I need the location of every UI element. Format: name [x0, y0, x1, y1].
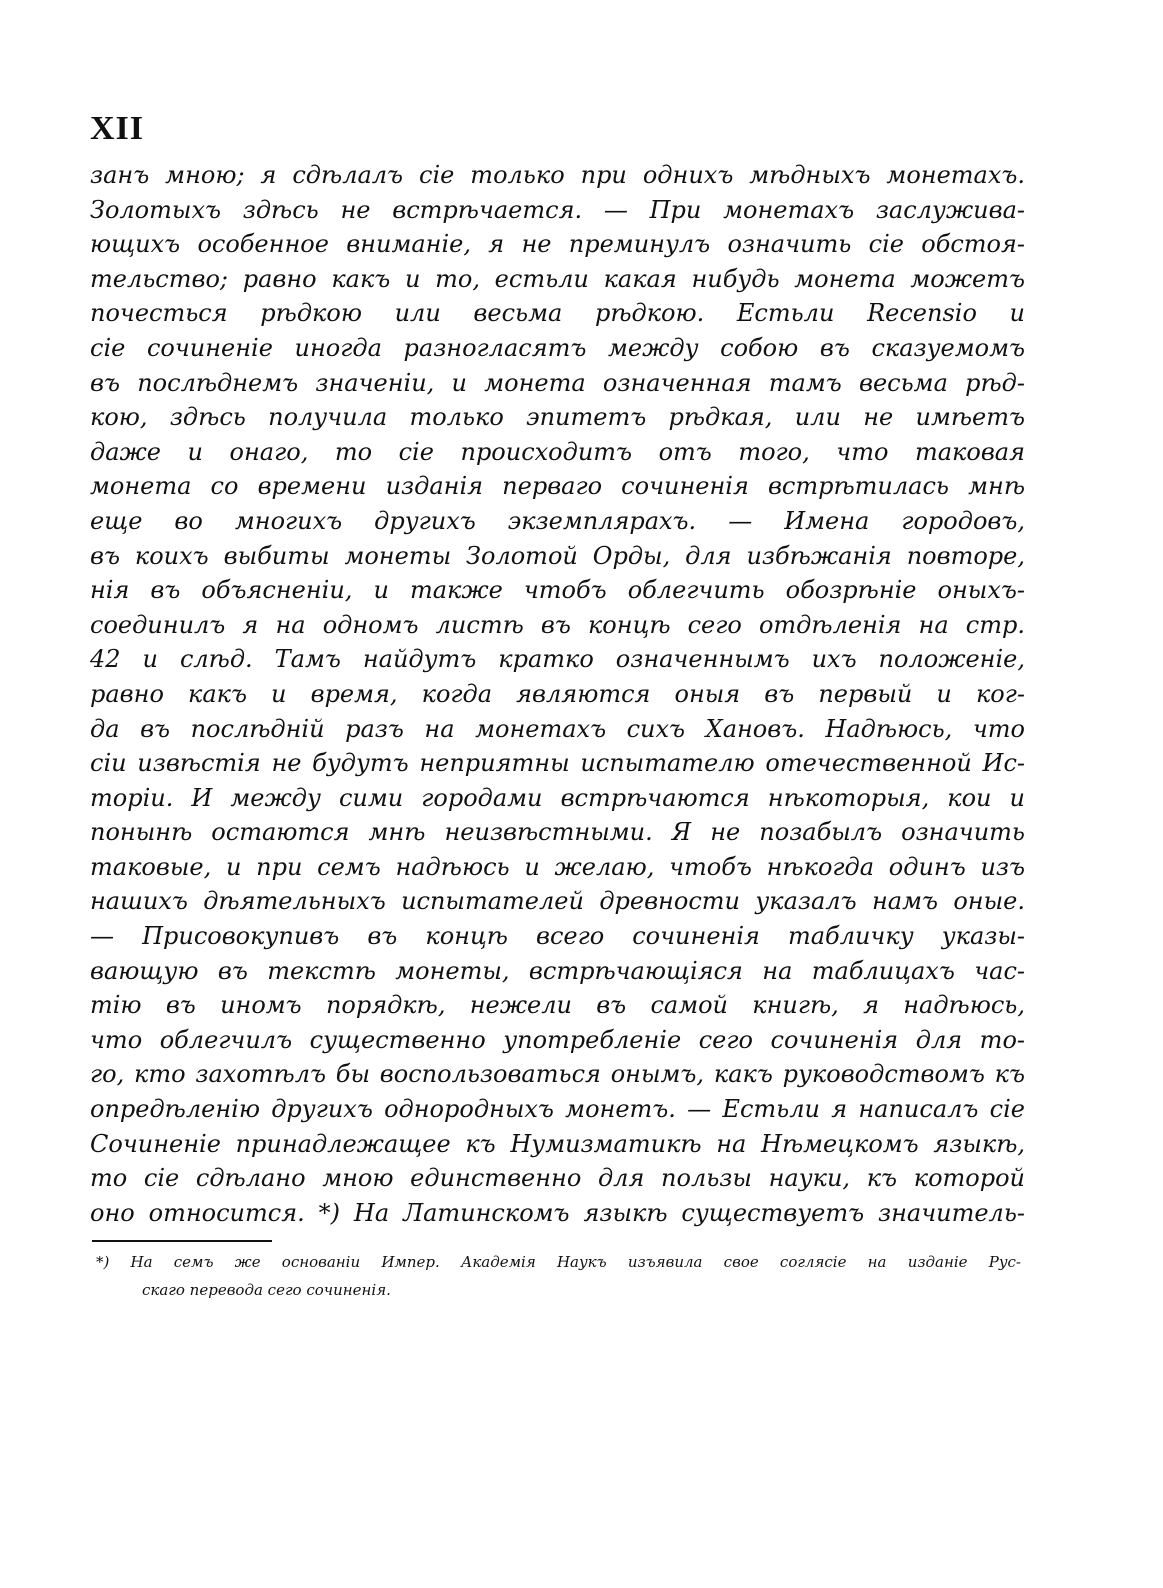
text-line: почесться рѣдкою или весьма рѣдкою. Естьли Recensio и: [90, 299, 1025, 328]
text-line: го, кто захотѣлъ бы воспользоваться онымъ, какъ руководствомъ къ: [90, 1060, 1025, 1089]
text-line: понынѣ остаются мнѣ неизвѣстными. Я не позабылъ означить: [90, 818, 1025, 847]
text-line: — Присовокупивъ въ концѣ всего сочиненія табличку указы-: [90, 922, 1025, 951]
footnote-line: скаго перевода сего сочиненія.: [142, 1281, 391, 1299]
text-line: нія въ объясненіи, и также чтобъ облегчить обозрѣніе оныхъ-: [90, 576, 1025, 605]
text-line: нашихъ дѣятельныхъ испытателей древности указалъ намъ оные.: [90, 887, 1025, 916]
text-line: въ послѣднемъ значеніи, и монета означенная тамъ весьма рѣд-: [90, 368, 1025, 397]
text-line: Золотыхъ здѣсь не встрѣчается. — При монетахъ заслужива-: [90, 195, 1025, 224]
footnote: [96, 1248, 1021, 1304]
text-line: торіи. И между сими городами встрѣчаются нѣкоторыя, кои и: [90, 783, 1025, 812]
text-line: соединилъ я на одномъ листѣ въ концѣ сего отдѣленія на стр.: [90, 610, 1025, 639]
text-line: Сочиненіе принадлежащее къ Нумизматикѣ на Нѣмецкомъ языкѣ,: [90, 1129, 1025, 1158]
footnote-divider: [92, 1240, 272, 1242]
text-line: вающую въ текстѣ монеты, встрѣчающіяся на таблицахъ час-: [90, 956, 1025, 985]
text-line: кою, здѣсь получила только эпитетъ рѣдкая, или не имѣетъ: [90, 403, 1025, 432]
text-line: даже и онаго, то сіе происходитъ отъ того, что таковая: [90, 437, 1025, 466]
text-line: занъ мною; я сдѣлалъ сіе только при однихъ мѣдныхъ монетахъ.: [90, 161, 1025, 189]
text-line: тію въ иномъ порядкѣ, нежели въ самой книгѣ, я надѣюсь,: [90, 991, 1025, 1020]
text-line: что облегчилъ существенно употребленіе сего сочиненія для то-: [90, 1025, 1025, 1054]
text-line: ющихъ особенное вниманіе, я не преминулъ означить сіе обстоя-: [90, 230, 1025, 259]
page-number: XII: [90, 110, 145, 147]
text-line: таковые, и при семъ надѣюсь и желаю, чтобъ нѣкогда одинъ изъ: [90, 852, 1025, 881]
text-line: сіе сочиненіе иногда разногласятъ между собою въ сказуемомъ: [90, 333, 1025, 362]
text-line: монета со времени изданія перваго сочиненія встрѣтилась мнѣ: [90, 472, 1025, 501]
text-line: опредѣленію другихъ однородныхъ монетъ. — Естьли я написалъ сіе: [90, 1095, 1025, 1124]
text-line: въ коихъ выбиты монеты Золотой Орды, для избѣжанія повторе,: [90, 541, 1025, 570]
text-line: да въ послѣдній разъ на монетахъ сихъ Хановъ. Надѣюсь, что: [90, 714, 1025, 743]
main-text: [90, 158, 1025, 1230]
text-line: сіи извѣстія не будутъ неприятны испытателю отечественной Ис-: [90, 749, 1025, 778]
text-line: тельство; равно какъ и то, естьли какая нибудь монета можетъ: [90, 264, 1025, 293]
text-line: то сіе сдѣлано мною единственно для пользы науки, къ которой: [90, 1164, 1025, 1193]
text-line: оно относится. *) На Латинскомъ языкѣ существуетъ значитель-: [90, 1198, 1025, 1227]
text-line: равно какъ и время, когда являются оныя въ первый и ког-: [90, 679, 1025, 708]
footnote-line: *) На семъ же основаніи Импер. Академія Наукъ изъявила свое соглясіе на изданіе Рус-: [96, 1253, 1021, 1271]
text-line: 42 и слѣд. Тамъ найдутъ кратко означеннымъ ихъ положеніе,: [90, 645, 1025, 674]
text-line: еще во многихъ другихъ экземплярахъ. — Имена городовъ,: [90, 506, 1025, 535]
